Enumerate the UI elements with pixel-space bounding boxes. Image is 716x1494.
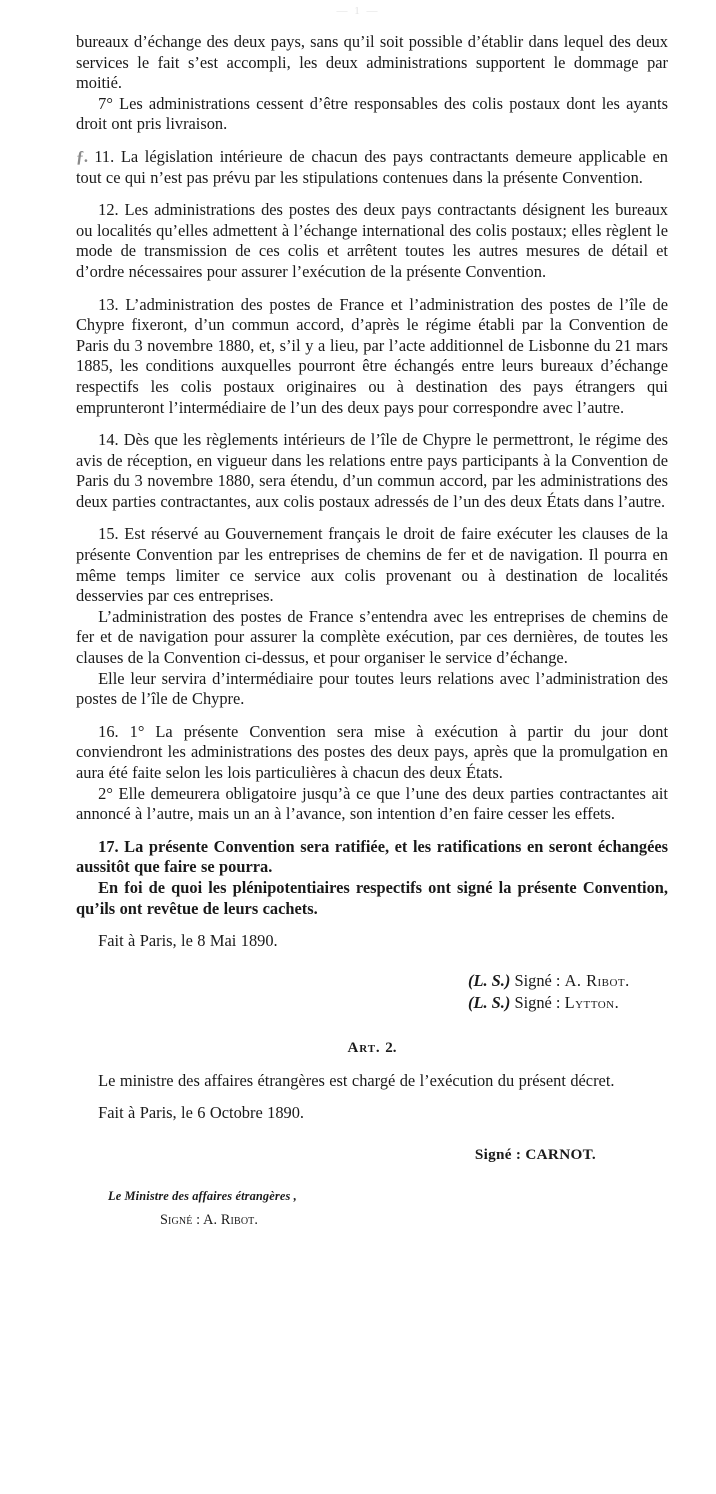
paragraph-en-foi-de-quoi: En foi de quoi les plénipotentiaires respectifs ont signé la présente Convention, qu’ils ont revêtue de leurs cachets. (76, 877, 668, 918)
convention-signature-block (468, 970, 668, 1014)
spacer (76, 1057, 668, 1071)
paragraph-15: 15. Est réservé au Gouvernement français le droit de faire exécuter les clauses de la présente Convention par les entreprises de chemins de fer et de navigation. Il pourra en même temps limiter ce service aux colis provenant ou à destination de localités desservies par ces entreprises. (76, 524, 668, 606)
signatory-name: A. Ribot. (564, 970, 630, 990)
paragraph-15c: Elle leur servira d’intermédiaire pour toutes leurs relations avec l’administration des postes de l’île de Chypre. (76, 668, 668, 709)
paragraph-decret: Le ministre des affaires étrangères est chargé de l’exécution du présent décret. (98, 1070, 615, 1090)
running-head: — 1 — (336, 6, 380, 17)
seal-marker: (L. S.) (468, 992, 511, 1012)
text-column (76, 32, 668, 1231)
paragraph-11-text: 11. La législation intérieure de chacun des pays contractants demeure applicable en tout ce qui n’est pas prévu par les stipulations contenues dans la présente Convention. (76, 146, 669, 187)
paragraph-continued-6: bureaux d’échange des deux pays, sans qu’il soit possible d’établir dans lequel des deux services le fait s’est accompli, les deux administrations supportent le dommage par moitié. (76, 32, 668, 93)
decree-signature-carnot: Signé : CARNOT. (474, 1145, 596, 1163)
paragraph-15b: L’administration des postes de France s’entendra avec les entreprises de chemins de fer et de navigation pour assurer la complète exécution, par ces dernières, de toutes les clauses de la Convention ci-dessus, et pour organiser le service d’échange. (76, 606, 668, 668)
footer-signature-block (108, 1186, 668, 1231)
signature-label: Signé : (514, 970, 561, 990)
paragraph-17: 17. La présente Convention sera ratifiée, et les ratifications en seront échangées aussitôt que faire se pourra. (76, 836, 668, 877)
signature-label: Signé : (514, 992, 561, 1012)
minister-title: Le Ministre des affaires étrangères , (108, 1188, 297, 1203)
paragraph-fait-a-paris-convention: Fait à Paris, le 8 Mai 1890. (98, 931, 278, 951)
article-label: Art. (347, 1039, 381, 1056)
paragraph-11 (76, 147, 668, 188)
paragraph-12: 12. Les administrations des postes des deux pays contractants désignent les bureaux ou localités qu’elles admettent à l’échange international des colis postaux; elles règlent le mode de transmission de ces colis et arrêtent toutes les autres mesures de détail et d’ordre nécessaires pour assurer l’exécution de la présente Convention. (76, 200, 668, 281)
seal-marker: (L. S.) (468, 970, 511, 990)
minister-signature-name: Signé : A. Ribot. (160, 1211, 259, 1228)
paragraph-14: 14. Dès que les règlements intérieurs de l’île de Chypre le permettront, le régime des avis de réception, en vigueur dans les relations entre pays participants à la Convention de Paris du 3 novembre 1880, sera étendu, d’un commun accord, par les administrations des deux parties contractantes, aux colis postaux adressés de l’un des deux États dans l’autre. (76, 430, 668, 511)
signatory-name: Lytton. (564, 992, 620, 1012)
paragraph-7: 7° Les administrations cessent d’être responsables des colis postaux dont les ayants droit ont pris livraison. (76, 93, 668, 134)
signature-line-ribot (468, 970, 668, 992)
paragraph-16: 16. 1° La présente Convention sera mise à exécution à partir du jour dont conviendront les administrations des postes des deux pays, après que la promulgation en aura été faite selon les lois particulières à chacun des deux États. (76, 721, 668, 782)
article-number: 2. (385, 1039, 397, 1056)
paragraph-13: 13. L’administration des postes de France et l’administration des postes de l’île de Chypre fixeront, d’un commun accord, d’après le régime établi par la Convention de Paris du 3 novembre 1880, et, s’il y a lieu, par l’acte additionnel de Lisbonne du 21 mars 1885, les conditions auxquelles pourront être échangés entre leurs bureaux d’échange respectifs les colis postaux originaires ou à destination des pays étrangers qui emprunteront l’intermédiaire de l’un des deux pays pour correspondre avec l’autre. (76, 294, 668, 417)
signature-line-lytton (468, 992, 668, 1014)
paragraph-16b: 2° Elle demeurera obligatoire jusqu’à ce que l’une des deux parties contractantes ait annoncé à l’autre, mais un an à l’avance, son intention d’en faire cesser les effets. (76, 783, 668, 824)
article-heading (76, 1040, 668, 1057)
damaged-ink-mark: ƒ. (76, 146, 88, 166)
paragraph-fait-a-paris-decret: Fait à Paris, le 6 Octobre 1890. (98, 1103, 305, 1123)
